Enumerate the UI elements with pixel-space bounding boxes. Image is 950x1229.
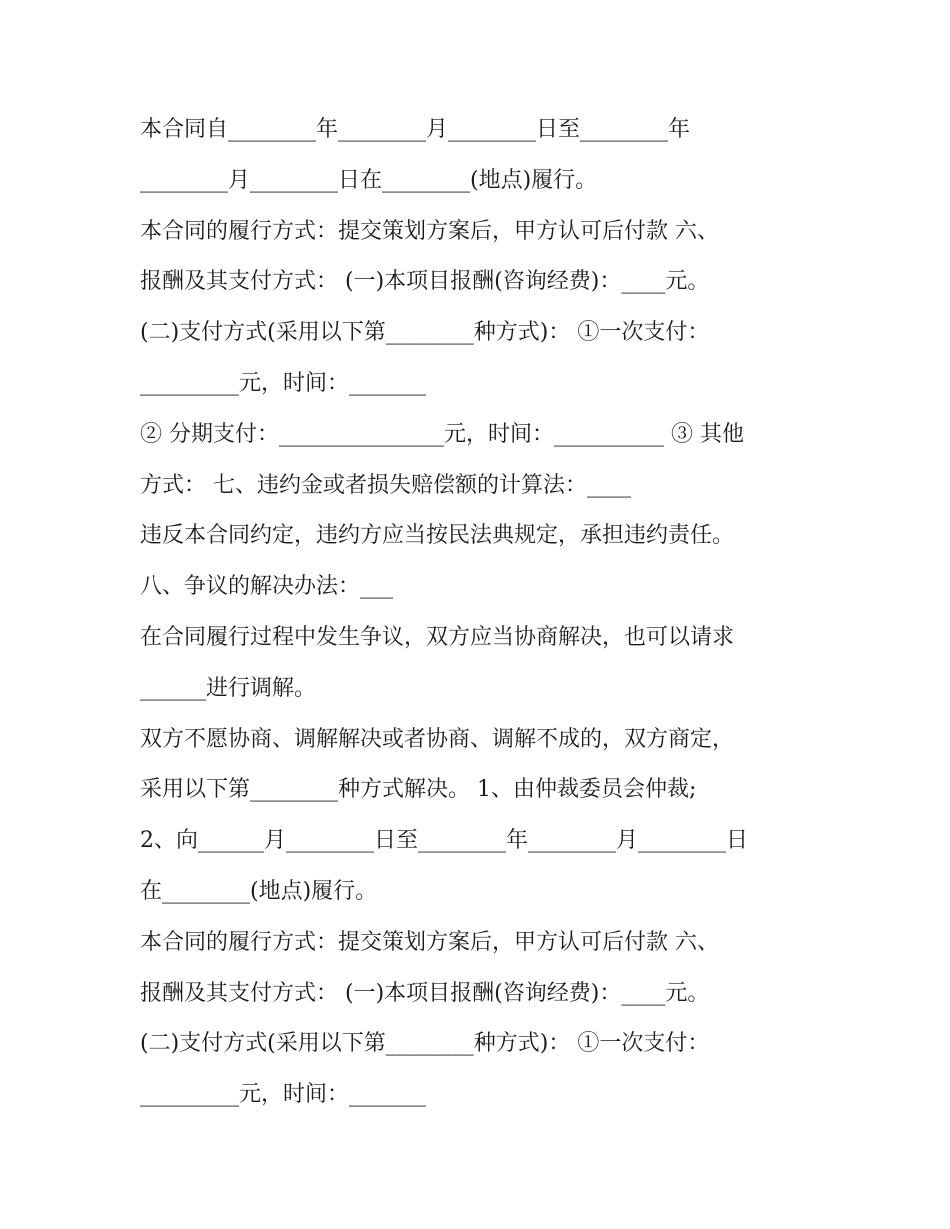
- text-line: 违反本合同约定，违约方应当按民法典规定，承担违约责任。: [140, 523, 735, 549]
- text-line: 本合同的履行方式：提交策划方案后，甲方认可后付款 六、: [140, 929, 719, 955]
- text-line: 双方不愿协商、调解解决或者协商、调解不成的，双方商定，: [140, 726, 735, 752]
- text-line: _________元，时间：_______: [140, 370, 427, 396]
- text-line: 报酬及其支付方式： (一)本项目报酬(咨询经费)：____元。: [140, 980, 710, 1006]
- text-line: 报酬及其支付方式： (一)本项目报酬(咨询经费)：____元。: [140, 269, 710, 295]
- text-line: 八、争议的解决办法：___: [140, 574, 394, 600]
- text-line: _________元，时间：_______: [140, 1082, 427, 1108]
- text-line: 本合同的履行方式：提交策划方案后，甲方认可后付款 六、: [140, 218, 719, 244]
- text-line: ② 分期支付：_______________元，时间：__________ ③ 其他: [140, 421, 744, 447]
- text-line: (二)支付方式(采用以下第________种方式)： ①一次支付：: [140, 320, 710, 346]
- document-body: [140, 105, 840, 1121]
- text-line: 本合同自________年________月________日至________年: [140, 117, 691, 142]
- text-line: 在________(地点)履行。: [140, 878, 378, 904]
- text-line: ________月________日在________(地点)履行。: [140, 167, 598, 193]
- text-line: 方式： 七、违约金或者损失赔偿额的计算法：____: [140, 472, 631, 498]
- text-line: ______进行调解。: [140, 675, 317, 701]
- text-line: 采用以下第________种方式解决。 1、由仲裁委员会仲裁;: [140, 777, 697, 803]
- text-line: 2、向______月________日至________年________月________日: [140, 828, 748, 854]
- text-line: 在合同履行过程中发生争议，双方应当协商解决，也可以请求: [140, 624, 735, 650]
- text-line: (二)支付方式(采用以下第________种方式)： ①一次支付：: [140, 1031, 710, 1057]
